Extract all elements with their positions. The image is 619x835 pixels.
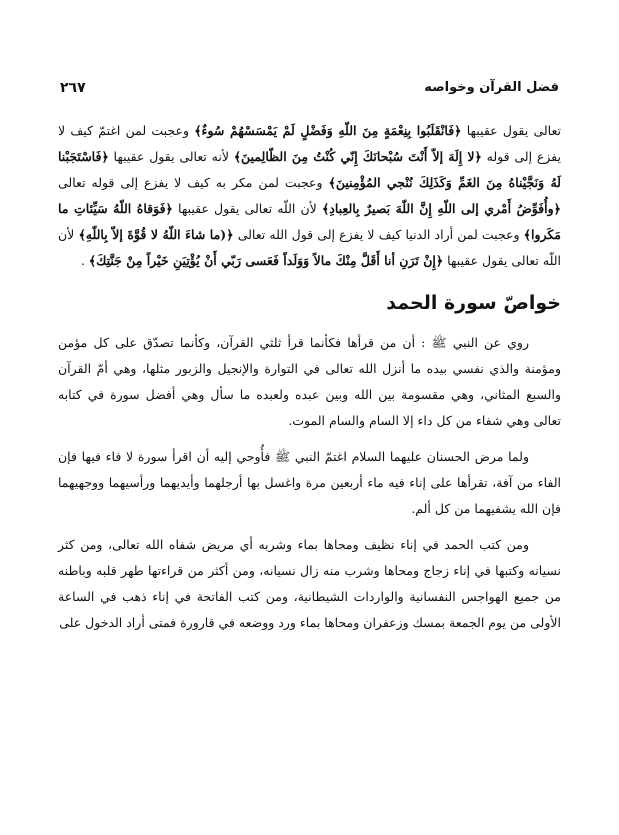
body-paragraph: روي عن النبي ﷺ : أن من قرأها فكأنما قرأ ثلثي القرآن، وكأنما تصدّق على كل مؤمن ومؤمنة والذي نفسي بيده ما أنزل الله تعالى في التوارة والإنجيل والزبور مثلها، وهي أمّ القرآن والسبع المثاني، وهي مقسومة بين الله وبين عبده ولعبده ما سأل وهي أفضل سورة في كتابه تعالى وهي شفاء من كل داء إلا السام والسام الموت. xyxy=(58,335,561,428)
page-number: ٢٦٧ xyxy=(60,80,86,96)
quran-verse: ﴿إِنْ تَرَنِ أنا أَقَلَّ مِنْكَ مالاً وَوَلَداً فَعَسى رَبّي أَنْ يُؤْتِيَنِ خَيْراً مِنْ جَنَّتِكَ﴾ xyxy=(88,253,444,268)
quran-verse: ﴿فَوَقاهُ اللّهُ سَيِّئاتِ ما مَكَروا﴾ xyxy=(58,201,562,242)
intro-text: وعجبت لمن أراد الدنيا كيف لا يفزع إلى قول الله تعالى xyxy=(233,227,524,242)
intro-text: تعالى يقول عقيبها xyxy=(461,123,561,138)
quran-verse: ﴿فَانْقَلَبُوا بِنِعْمَةٍ مِنَ اللّهِ وَفَضْلٍ لَمْ يَمْسَسْهُمْ سُوءٌ﴾ xyxy=(194,123,462,138)
running-title: فضل القرآن وخواصه xyxy=(424,80,559,95)
section-heading: خواصّ سورة الحمد xyxy=(386,292,561,314)
intro-paragraph xyxy=(58,118,561,274)
intro-text: . xyxy=(80,253,89,268)
intro-text: وعجبت لمن مكر به كيف لا يفزع إلى قوله تعالى xyxy=(58,175,329,190)
intro-text: لأن اللّه تعالى يقول عقيبها xyxy=(172,201,322,216)
intro-text: لأنه تعالى يقول عقيبها xyxy=(108,149,234,164)
running-header xyxy=(60,80,559,102)
quran-verse: ﴿فَاسْتَجَبْنا لَهُ وَنَجَّيْناهُ مِنَ الغَمِّ وَكَذَلِكَ نُنْجي المُؤْمِنينَ﴾ xyxy=(58,149,561,190)
quran-verse: ﴿لا إِلَهَ إلاّ أَنْتَ سُبْحانَكَ إِنّي كُنْتُ مِنَ الظّالِمينَ﴾ xyxy=(233,149,482,164)
intro-text: وعجبت لمن اغتمّ كيف لا يفزع إلى قوله xyxy=(58,123,561,164)
body-paragraph: ومن كتب الحمد في إناء نظيف ومحاها بماء وشربه أي مريض شفاه الله تعالى، ومن كثر نسيانه وكتبها في إناء زجاج ومحاها وشرب منه زال نسيانه، ومن أكثر من قراءتها طهر قلبه وباطنه من جميع الهواجس النفسانية والواردات الشيطانية، ومن كتب الفاتحة في إناء ذهب في الساعة الأولى من يوم الجمعة بمسك وزعفران ومحاها بماء ورد ووضعه في قارورة فمتى أراد الدخول على xyxy=(58,537,561,630)
body-paragraph: ولما مرض الحسنان عليهما السلام اغتمّ النبي ﷺ فأُوحي إليه أن اقرأ سورة لا فاء فيها فإن الفاء من آفة، تقرأها على إناء فيه ماء أربعين مرة واغسل بها أرجلهما وأيديهما ورأسيهما ووجهيهما فإن الله يشفيهما من كل ألم. xyxy=(58,449,561,516)
intro-text: لأن اللّه تعالى يقول عقيبها xyxy=(58,227,561,268)
quran-verse: ﴿(ما شاءَ اللّهُ لا قُوَّةَ إلاّ بِاللّهِ﴾ xyxy=(78,227,234,242)
quran-verse: ﴿وأُفَوِّضُ أَمْري إلى اللّهِ إِنَّ اللّهَ بَصيرٌ بِالعِبادِ﴾ xyxy=(321,201,561,216)
page-body xyxy=(58,118,561,636)
